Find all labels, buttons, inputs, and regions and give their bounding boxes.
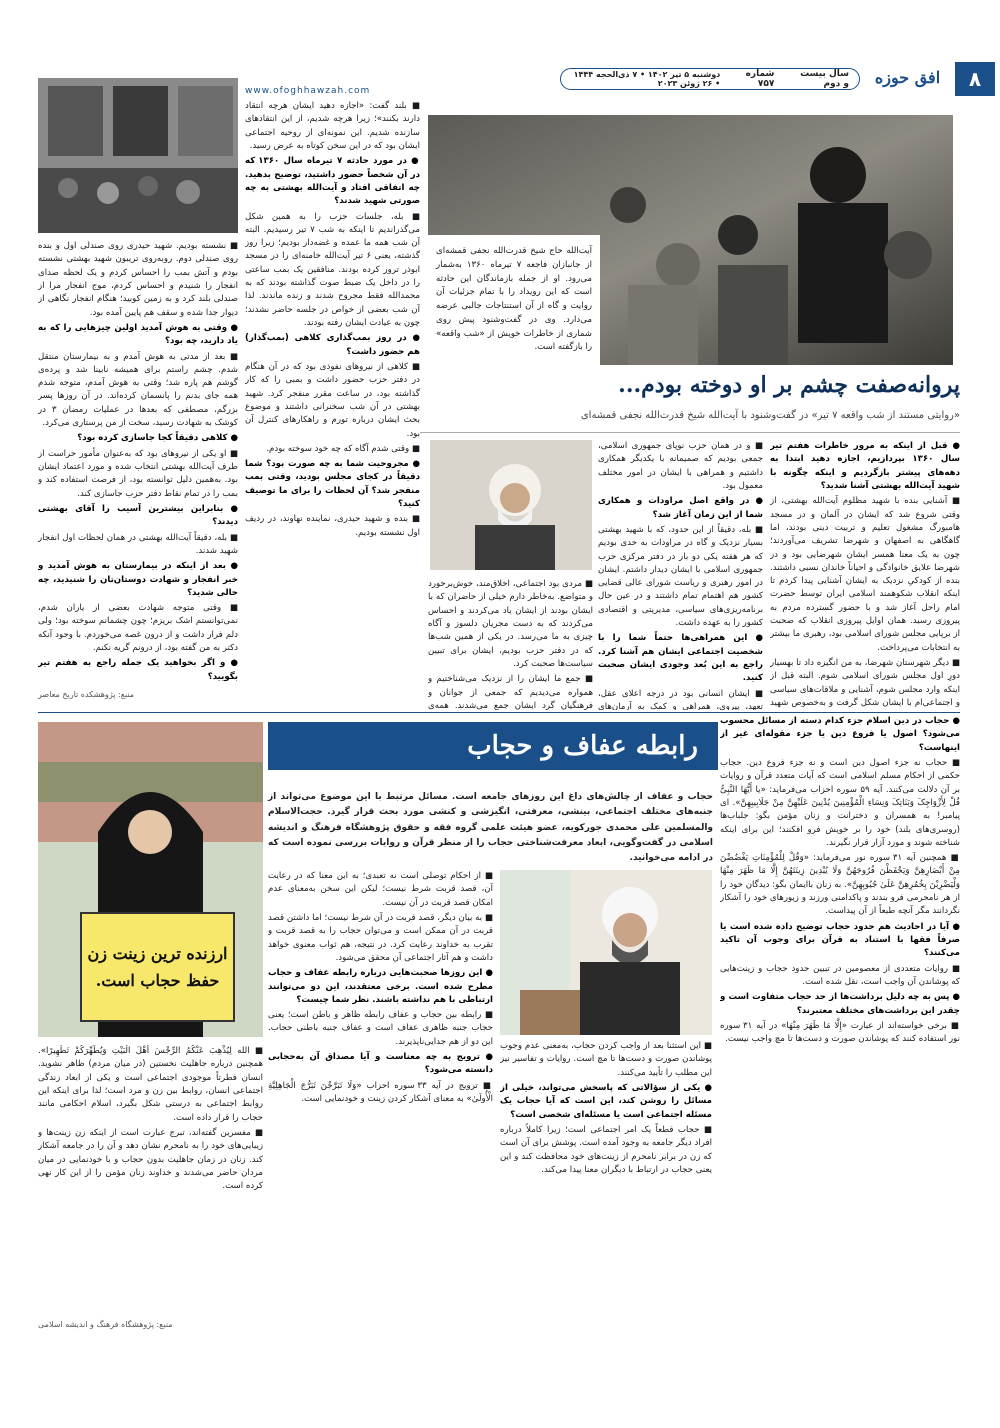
article1-source: منبع: پژوهشکده تاریخ معاصر [38, 690, 135, 699]
placard-line-1: ارزنده ترین زینت زن [87, 943, 228, 963]
issue-volume: سال بیست و دوم [800, 69, 849, 89]
article1-column-5 [38, 240, 238, 685]
site-url[interactable]: www.ofoghhawzah.com [245, 86, 371, 96]
article2-intro: حجاب و عفاف از چالش‌های داغ این روزهای جامعه است. مسائل مرتبط با این موضوع می‌تواند از جنبه‌های مختلف اجتماعی، بینشی، معرفتی، انگیزشی و کنشی مورد بحث قرار گیرد. حجت‌الاسلام والمسلمین علی محمدی جورکویه، عضو هیئت علمی گروه فقه و حقوق پژوهشگاه فرهنگ و اندیشه اسلامی در گفت‌وگویی، ابعاد معرفت‌شناختی حجاب را از منظر قرآن و روایات بررسی نموده است که در ادامه می‌خوانید. [268, 792, 713, 864]
interviewee-photo [430, 440, 592, 570]
interview-question: ● و اگر بخواهید یک جمله راجع به هفتم تیر بگویید؟ [38, 658, 238, 682]
interview-answer: ■ وقتی شدم آگاه که چه خود سوخته بودم. [266, 443, 420, 454]
interview-question: ● در واقع اصل مراودات و همکاری شما از این زمان آغاز شد؟ [598, 496, 763, 520]
interview-answer: ■ او یکی از نیروهای بود که به‌عنوان مأمور حراست از طرف آیت‌الله بهشتی انتخاب شده و مورد اعتماد ایشان بود. به‌همین دلیل توانسته بود، از فرصت استفاده کند و بمب را در تمام نقاط دفتر حزب جاسازی کند. [38, 448, 238, 499]
interview-answer: ■ به بیان دیگر، قصد قربت در آن شرط نیست؛ اما داشتن قصد قربت در آن ممکن است و می‌توان حجاب را به قصد قربت و تقرب به خداوند رعایت کرد. در نتیجه، هم ثواب معنوی خواهد داشت و هم آثار اجتماعی آن محقق می‌شود. [268, 912, 493, 963]
article-headline: پروانه‌صفت چشم بر او دوخته بودم... [618, 372, 960, 398]
interview-answer: ■ بله، دقیقاً آیت‌الله بهشتی در همان لحظات اول انفجار شهید شدند. [38, 532, 238, 556]
article-subhead: «روایتی مستند از شب واقعه ۷ تیر» در گفت‌وشنود با آیت‌الله شیخ قدرت‌الله نجفی قمشه‌ای [580, 410, 960, 421]
page-number: ۸ [955, 62, 995, 96]
interview-answer: ■ همچنین آیه ۳۱ سوره نور می‌فرماید: «وَقُلْ لِلْمُؤْمِنَاتِ یَغْضُضْنَ مِنْ أَبْصَارِهِنَّ وَیَحْفَظْنَ فُرُوجَهُنَّ وَلَا یُبْدِینَ زِینَتَهُنَّ إِلَّا مَا ظَهَرَ مِنْهَا وَلْیَضْرِبْنَ بِخُمُرِهِنَّ عَلَیٰ جُیُوبِهِنَّ». به زنان باایمان بگو: دیدگان خود را از هر نامحرمی فرو بندند و پاکدامنی ورزند و زیورهای خود را آشکار نگردانند مگر آنچه طبعاً از آن پیداست. [720, 853, 960, 917]
article1-column-1 [770, 440, 960, 710]
interview-question: ● ترویج به چه معناست و آیا مصداق آن به‌حجابی دانسته می‌شود؟ [268, 1052, 493, 1076]
article1-column-4 [245, 100, 420, 700]
article2-column-4 [38, 1045, 263, 1320]
interview-answer: ■ حجاب نه جزء اصول دین است و نه جزء فروع دین. حجاب حکمی از احکام مسلم اسلامی است که آیات متعدد قرآن و روایات بر آن دلالت می‌کنند. آیه ۵۹ سوره احزاب می‌فرماید: «یا أَیُّهَا النَّبِیُّ قُلْ لِأَزْوَاجِکَ وَبَنَاتِکَ وَنِسَاءِ الْمُؤْمِنِینَ یُدْنِینَ عَلَیْهِنَّ مِنْ جَلَابِیبِهِنَّ». ای پیامبر! به همسران و دخترانت و زنان مؤمن بگو: جلباب‌ها (روسری‌های بلند) خود را بر خویش فرو افکنند؛ این برای اینکه شناخته شوند و مورد آزار قرار نگیرند. [720, 757, 960, 848]
section-divider [38, 712, 960, 713]
photo-caption: آیت‌الله حاج شیخ قدرت‌الله نجفی قمشه‌ای از جانبازان فاجعه ۷ تیرماه ۱۳۶۰ به‌شمار می‌رود. او از جمله بازماندگان این حادثه است که این رویداد را با تمام جزئیات آن روایت و گاه از آن استنتاجات جالبی عرضه می‌دارد. وی در گفت‌وشنود پیش روی شماری از خاطرات خویش از «شب واقعه» را بازگفته است. [428, 235, 600, 365]
interview-question: ● در روز بمب‌گذاری کلاهی (بمب‌گذار) هم حضور داشت؟ [245, 333, 420, 357]
article2-column-2 [500, 1040, 712, 1330]
interview-question: ● بنابراین بیشترین آسیب را آقای بهشتی دیدند؟ [38, 503, 238, 528]
placard-line-2: حفظ حجاب است. [95, 971, 220, 990]
interview-answer: ■ روایات متعددی از معصومین در تبیین حدود حجاب و زینت‌هایی که پوشاندن آن واجب است، نقل شده است. [720, 963, 960, 987]
interview-answer: ■ جمع ما ایشان را از نزدیک می‌شناختیم و همواره می‌دیدیم که جمعی از جوانان و فرهنگیان گرد ایشان جمع می‌شدند. همه‌ی [428, 674, 593, 710]
archive-photo [38, 78, 238, 233]
placard [80, 912, 235, 1022]
interview-question: ● این روزها صحبت‌هایی درباره رابطه عفاف و حجاب مطرح شده است. برخی معتقدند، این دو می‌توانند ارتباطی با هم نداشته باشند. نظر شما چیست؟ [268, 968, 493, 1005]
interview-question: ● حجاب در دین اسلام جزء کدام دسته از مسائل محسوب می‌شود؟ اصول یا فروع دین یا جزء مقوله‌ای غیر از اینهاست؟ [720, 716, 960, 753]
article2-column-1 [720, 715, 960, 1325]
interview-answer: ■ بله، جلسات حزب را به همین شکل می‌گذراندیم تا اینکه به شب ۷ تیر رسیدیم. البته آن شب همه ما عمده و غضه‌دار بودیم؛ زیرا روز گذشته، یعنی ۶ تیر آیت‌الله خامنه‌ای را در مسجد ابوذر ترور کرده بودند. منافقین یک بمب ساعتی را در داخل یک ضبط صوت گذاشته بودند که به محمدالله فقط مجروح شدند و زنده ماندند. لذا آن شب بعضی از خواص در جلسه حاضر نشدند؛ چون به عیادت ایشان رفته بودند. [245, 211, 420, 328]
interview-question: ● در مورد حادثه ۷ تیرماه سال ۱۳۶۰ که در آن شخصاً حضور داشتید، توضیح بدهید. چه اتفاقی افتاد و آیت‌الله بهشتی به چه صورتی شهید شدند؟ [245, 156, 420, 207]
article1-column-2 [598, 440, 763, 710]
interview-question: ● مجروحیت شما به چه صورت بود؟ شما دقیقاً در کجای مجلس بودید، وقتی بمب منفجر شد؟ آن لحظات را برای ما توصیف کنید؟ [245, 459, 420, 510]
interview-answer: ■ ایشان انسانی بود در درجه اعلای عقل، تعهد، پیروی، همراهی و کمک به آرمان‌های [598, 688, 763, 710]
interview-question: ● پس به چه دلیل برداشت‌ها از حد حجاب متفاوت است و چقدر این برداشت‌های مختلف معتبرند؟ [720, 992, 960, 1016]
expert-photo [500, 870, 712, 1035]
interview-answer: ■ از احکام توصلی است نه تعبدی؛ به این معنا که در رعایت آن، قصد قربت شرط نیست؛ لیکن این سخن به‌معنای عدم امکان قصد قربت در آن نیست. [268, 871, 493, 908]
interview-answer: ■ نشسته بودیم. شهید حیدری روی صندلی اول و بنده روی صندلی دوم. روبه‌روی تریبون شهید بهشتی نشسته بودم و آتش بمب را احساس کردم و یک لحظه صدای انفجار را شنیدم و احساس کردم، موج انفجار مرا از صندلی بلند کرد و به زمین کوبید؛ هنگام انفجار نگاهی از دیوار جدا شده و سقف هم پایین آمده بود. [38, 241, 238, 318]
interview-answer: ■ الله لِیُذْهِبَ عَنْکُمُ الرِّجْسَ أَهْلَ الْبَیْتِ وَیُطَهِّرَکُمْ تَطْهِیرًا». همچنین درباره جاهلیت نخستین (در میان مردم) ظاهر نشوید. انسان فطرتاً موجودی اجتماعی است و یکی از ابعاد زندگی اجتماعی انسان، روابط بین زن و مرد است؛ لذا برای اینکه این روابط اجتماعی به درستی شکل بگیرد، اسلام احکامی مانند حجاب را قرار داده است. [38, 1046, 263, 1123]
issue-number: شماره ۷۵۷ [745, 69, 775, 89]
interview-question: ● این همراهی‌ها حتماً شما را با شخصیت اجتماعی ایشان هم آشنا کرد. راجع به این بُعد وجودی ایشان صحبت کنید. [598, 633, 763, 684]
interview-answer: ■ ترویج در آیه ۳۳ سوره احزاب «وَلَا تَبَرَّجْنَ تَبَرُّجَ الْجَاهِلِیَّةِ الْأُولَیٰ» به معنای آشکار کردن زینت و خودنمایی است. [268, 1080, 493, 1104]
issue-bar [560, 68, 860, 90]
divider [420, 432, 960, 433]
interview-answer: ■ حجاب قطعاً یک امر اجتماعی است؛ زیرا کاملاً درباره افراد دیگر جامعه به وجود آمده است. پوشش برای آن است که زن در برابر نامحرم از زینت‌های خود محافظت کند و این یعنی حجاب در ارتباط با دیگران معنا پیدا می‌کند. [500, 1124, 712, 1175]
interview-answer: ■ برخی خواسته‌اند از عبارت «إِلَّا مَا ظَهَرَ مِنْهَا» در آیه ۳۱ سوره نور استفاده کنند که پوشاندن صورت و دست‌ها تا مچ واجب نیست. [720, 1020, 960, 1045]
interview-answer: ■ این استثنا بعد از واجب کردن حجاب، به‌معنی عدم وجوب پوشاندن صورت و دست‌ها تا مچ است. روایات و تفاسیر نیز این مطلب را تأیید می‌کنند. [500, 1041, 712, 1078]
interview-answer: ■ کلاهی از نیروهای نفوذی بود که در آن هنگام در دفتر حزب حضور داشت و بمبی را که کار گذاشته بود، در ساعت مقرر منفجر کرد. شهید بهشتی در آن شب سخنرانی داشتند و موضوع بحث ایشان درباره تورم و راهکارهای کنترل آن بود. [245, 361, 420, 439]
interview-question: ● آیا در احادیث هم حدود حجاب توضیح داده شده است یا صرفاً فقها با استناد به قرآن برای وجوب آن تاکید می‌کنند؟ [720, 921, 960, 959]
interview-answer: ■ آشنایی بنده با شهید مظلوم آیت‌الله بهشتی، از وقتی شروع شد که ایشان در آلمان و در مسجد هامبورگ مشغول تعلیم و تربیت دینی بودند، اما گاهگاهی به اصفهان و شهرضا تشریف می‌آوردند؛ چون به یک معنا همسر ایشان شهرضایی بود و در شهرضا علایق خانوادگی و احیاناً خاندان نسبی داشتند. بنده از کودکیِ نزدیک به ایشان آشنایی پیدا کردم تا اینکه انقلاب شکوهمند اسلامی ایران توسط حضرت امام راحل آغاز شد و با حضور گسترده مردم به پیروزی رسید. همان اوایل پیروزی انقلاب که صحبت از برپایی مجلس شورای اسلامی بود، رهبری ما بیشتر به انتخابات می‌پرداخت. [770, 496, 960, 653]
interview-question: ● کلاهی دقیقاً کجا جاسازی کرده بود؟ [77, 433, 238, 444]
logo: افق حوزه [860, 60, 955, 94]
interview-question: ● بعد از اینکه در بیمارستان به هوش آمدید و خبر انفجار و شهادت دوستان‌تان را شنیدید، چه حالی شدید؟ [38, 561, 238, 598]
article2-title: رابطه عفاف و حجاب [268, 722, 718, 770]
interview-answer: ■ بلند گفت: «اجازه دهید ایشان هرچه انتقاد دارند بکنند»؛ زیرا هرچه شدیم، از این انتقادهای سازنده شدیم. این نمونه‌ای از روحیه اجتماعی ایشان بود که در این سخن کوتاه به عرض رسید. [245, 101, 420, 151]
article1-column-3 [428, 578, 593, 710]
interview-answer: ■ بنده و شهید حیدری، نماینده نهاوند، در ردیف اول نشسته بودیم. [245, 514, 420, 538]
interview-answer: ■ و در همان حزب نوپای جمهوری اسلامی، جمعی بودیم که صمیمانه با یکدیگر همکاری داشتیم و همراهی با ایشان در امور مختلف معمول بود. [598, 441, 763, 491]
article2-column-3 [268, 870, 493, 1330]
interview-answer: ■ دیگر شهرستان شهرضا، به من انگیزه داد تا بهسیار دورِ اول مجلس شورای اسلامی شوم. البته قبل از اینکه وارد مجلس شوم، آشنایی و ملاقات‌های سیاسی و اجتماعی‌ام با ایشان شکل گرفت و به‌خصوص شهید [770, 658, 960, 708]
interview-answer: ■ مردی بود اجتماعی، اخلاق‌مند، خوش‌برخورد و متواضع. به‌خاطر دارم خیلی از حاضران که با ایشان بودند از ایشان یاد می‌کردند و احساس می‌کردند که به دست مجریان دلسوز و آگاه چیزی به ما می‌رسد. در یکی از همین شب‌ها که در دفتر حزب بودیم، ایشان برای تبیین سیاست‌ها صحبت کرد. [428, 579, 593, 669]
interview-question: ● یکی از سؤالاتی که پاسخش می‌تواند، خیلی از مسائل را روشن کند، این است که آیا حجاب یک مسئله اجتماعی است یا مسئله‌ای شخصی است؟ [500, 1082, 712, 1120]
article2-source: منبع: پژوهشگاه فرهنگ و اندیشه اسلامی [38, 1320, 173, 1329]
interview-answer: ■ بله، دقیقاً از این حدود، که با شهید بهشتی بسیار نزدیک و گاه در مراودات به حدی بودیم که هر هفته یکی دو بار در دفتر مرکزی حزب جمهوری اسلامی با ایشان دیدار داشتم. ایشان در امور رهبری و ریاست شورای عالی قضایی کشور هم اهتمام تمام داشتند و در عین حال برنامه‌ریزی‌های سیاسی، مدیریتی و اقتصادی کشور را به عهده داشت. [598, 524, 763, 629]
interview-answer: ■ مفسرین گفته‌اند، تبرج عبارت است از اینکه زن زینت‌ها و زیبایی‌های خود را به نامحرم نشان دهد و آن را در جامعه آشکار کند. زنان در زمان جاهلیت بدون حجاب و با خودنمایی در میان مردان حاضر می‌شدند و خداوند زنان مؤمن را از این کار نهی کرده است. [38, 1127, 263, 1192]
interview-question: ● وقتی به هوش آمدید اولین چیزهایی را که به یاد دارید، چه بود؟ [38, 322, 238, 347]
issue-date: دوشنبه ۵ تیر ۱۴۰۲ • ۷ ذی‌الحجه ۱۴۴۴ • ۲۶ ژوئن ۲۰۲۳ [573, 70, 721, 88]
interview-question: ● قبل از اینکه به مرور خاطرات هفتم تیر سال ۱۳۶۰ بپردازیم، اجازه دهید ابتدا به دهه‌های پیشتر بازگردیم و اینکه چگونه با شهید آیت‌الله بهشتی آشنا شدید؟ [770, 441, 960, 491]
interview-answer: ■ رابطه بین حجاب و عفاف رابطه ظاهر و باطن است؛ یعنی حجاب جنبه ظاهری عفاف است و عفاف جنبه باطنی حجاب. این دو از هم جدایی‌ناپذیرند. [268, 1010, 493, 1047]
interview-answer: ■ بعد از مدتی به هوش آمدم و به بیمارستان منتقل شدم. چشم راستم برای همیشه نابینا شد و پرده‌ی گوشم هم پاره شد؛ وقتی به هوش آمدم، متوجه شدم همه جای بدنم را پانسمان کرده‌اند. در آن روزها پسر بزرگم، مصطفی که بعدها در عملیات رمضان ۳ در کوشک به شهادت رسید، سخت از من پرستاری می‌کرد. [38, 351, 238, 429]
interview-answer: ■ وقتی متوجه شهادت بعضی از یاران شدم، نمی‌توانستم اشک بریزم؛ چون چشمانم سوخته بود؛ ولی دلم فرار داشت و از درون غصه می‌خوردم. با وجود آنکه دکتر به من گفته بود، از درونم گریه نکنم. [38, 603, 238, 654]
